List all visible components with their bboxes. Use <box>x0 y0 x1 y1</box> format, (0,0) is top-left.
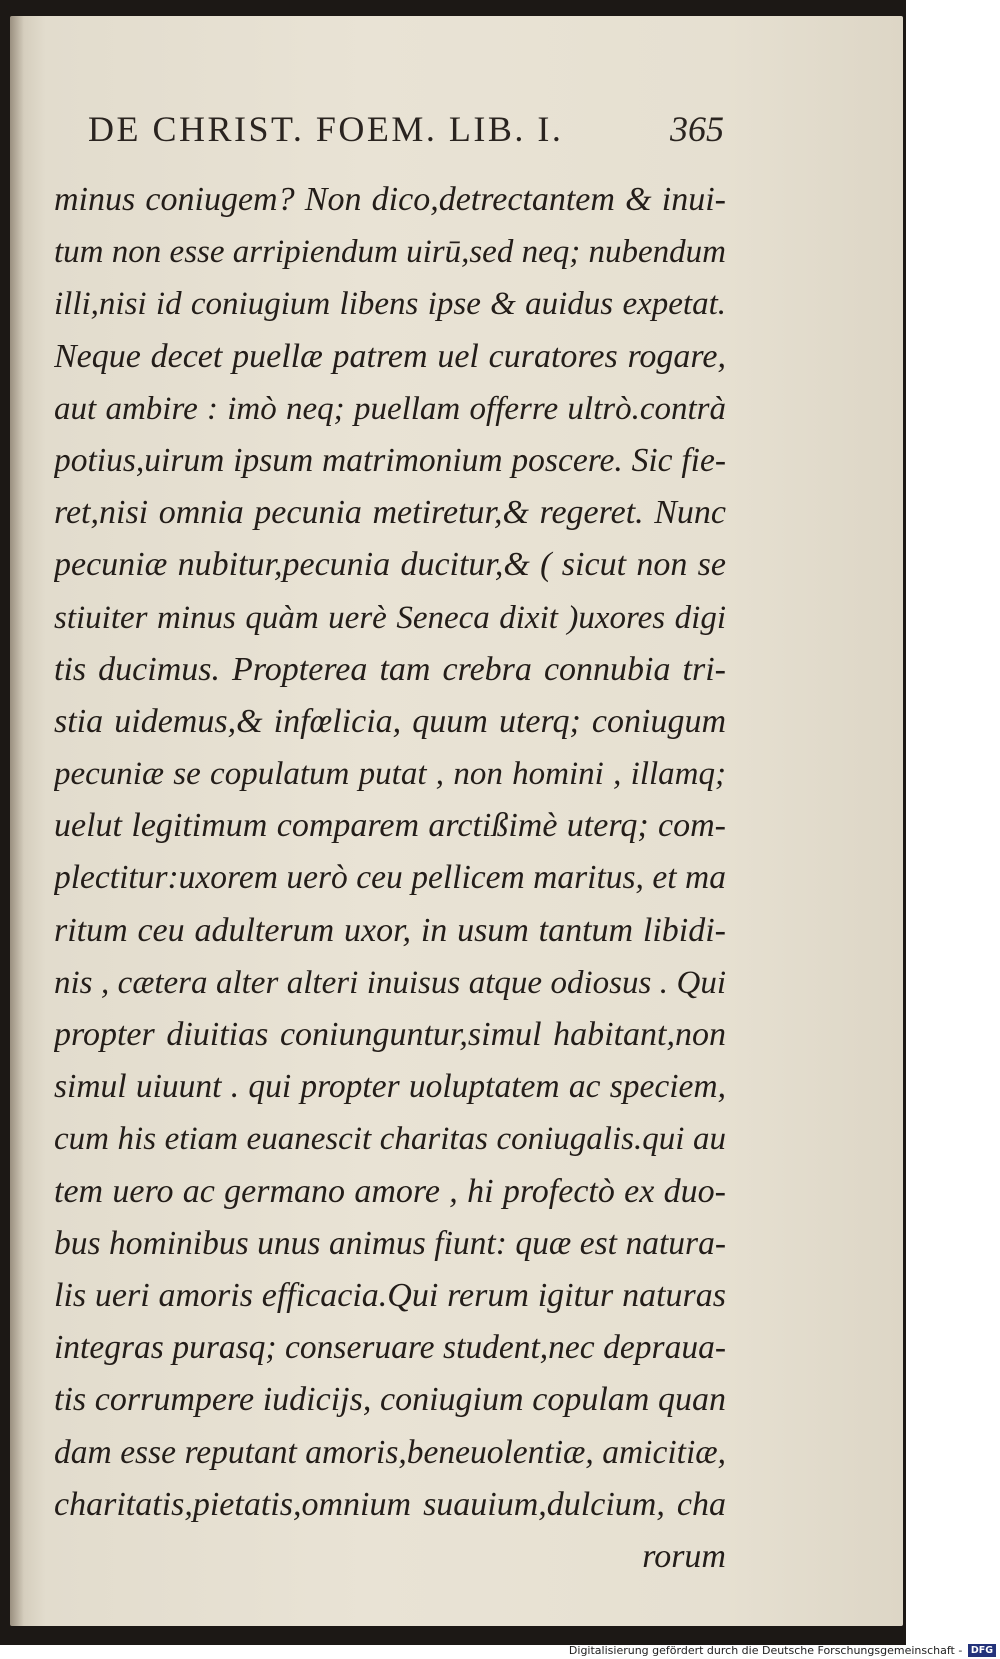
text-line: stiuiter minus quàm uerè Seneca dixit )uxores digi <box>54 599 726 636</box>
text-line: tis corrumpere iudicijs, coniugium copulam quan <box>54 1381 726 1419</box>
text-line: propter diuitias coniunguntur,simul habitant,non <box>54 1016 726 1053</box>
text-line: charitatis,pietatis,omnium suauium,dulcium, cha <box>54 1485 726 1523</box>
text-line: tis ducimus. Propterea tam crebra connubia tri- <box>54 650 726 688</box>
credit-text: Digitalisierung gefördert durch die Deutsche Forschungsgemeinschaft - <box>568 1643 963 1657</box>
text-line: simul uiuunt . qui propter uoluptatem ac speciem, <box>54 1068 726 1106</box>
text-line: cum his etiam euanescit charitas coniugalis.qui au <box>54 1121 726 1158</box>
text-line: potius,uirum ipsum matrimonium poscere. Sic fie- <box>54 441 726 479</box>
text-line: ritum ceu adulterum uxor, in usum tantum libidi- <box>54 911 726 949</box>
text-line: dam esse reputant amoris,beneuolentiæ, amicitiæ, <box>54 1433 726 1471</box>
book-page <box>10 16 903 1626</box>
body-text <box>54 174 726 1583</box>
text-line: illi,nisi id coniugium libens ipse & auidus expetat. <box>54 286 726 323</box>
page-header <box>88 108 724 158</box>
dfg-logo: DFG <box>968 1644 996 1657</box>
text-line: ret,nisi omnia pecunia metiretur,& regeret. Nunc <box>54 494 726 532</box>
text-line: pecuniæ nubitur,pecunia ducitur,& ( sicut non se <box>54 546 726 584</box>
text-line: lis ueri amoris efficacia.Qui rerum igitur naturas <box>54 1276 726 1314</box>
text-line: bus hominibus unus animus fiunt: quæ est natura- <box>54 1224 726 1262</box>
digitization-credit <box>569 1644 996 1658</box>
text-line: tum non esse arripiendum uirū,sed neq; nubendum <box>54 234 726 271</box>
page-number: 365 <box>670 109 724 149</box>
text-line: minus coniugem? Non dico,detrectantem & inui- <box>54 181 726 218</box>
text-line: uelut legitimum comparem arctißimè uterq; com- <box>54 807 726 845</box>
text-line: Neque decet puellæ patrem uel curatores rogare, <box>54 337 726 375</box>
catchword: rorum <box>642 1537 726 1575</box>
text-line: plectitur:uxorem uerò ceu pellicem maritus, et ma <box>54 859 726 897</box>
gutter-shadow <box>10 16 24 1626</box>
text-line: stia uidemus,& infœlicia, quum uterq; coniugum <box>54 702 726 740</box>
text-line: integras purasq; conseruare student,nec deprauа- <box>54 1329 726 1367</box>
text-line: nis , cætera alter alteri inuisus atque odiosus . Qui <box>54 964 726 1001</box>
text-line: aut ambire : imò neq; puellam offerre ultrò.contrà <box>54 390 726 427</box>
text-line: tem uero ac germano amore , hi profectò ex duo- <box>54 1172 726 1210</box>
text-line: pecuniæ se copulatum putat , non homini , illamq; <box>54 756 726 793</box>
running-head: DE CHRIST. FOEM. LIB. I. <box>88 109 564 149</box>
